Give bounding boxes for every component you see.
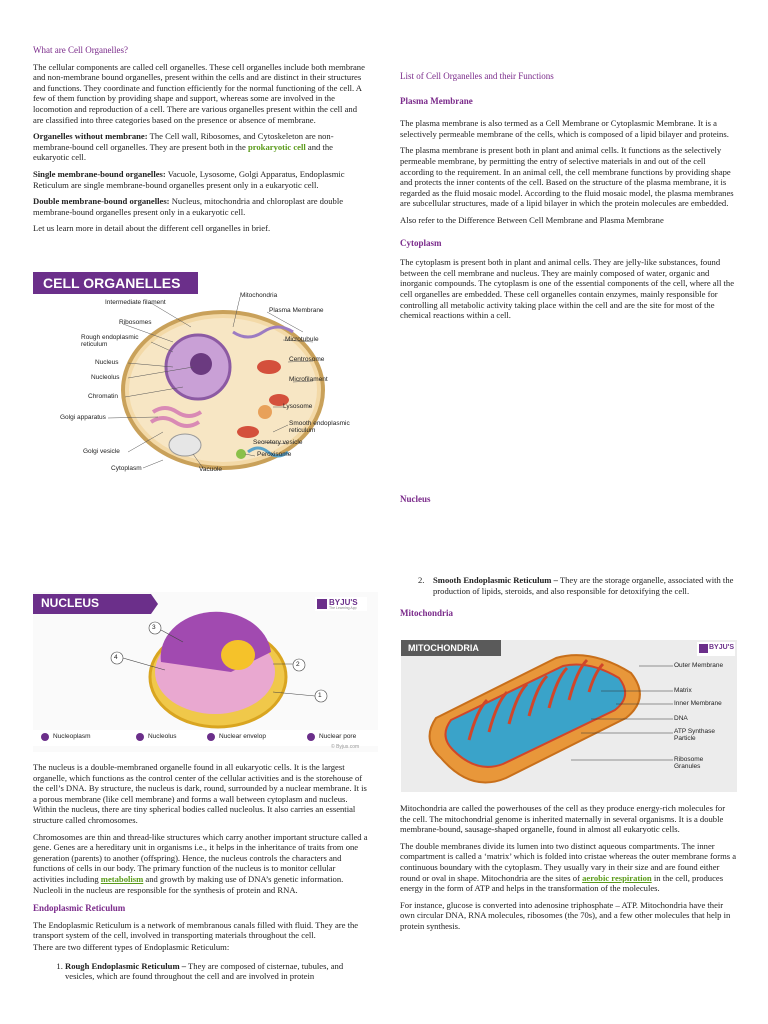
mito-paragraph-2: The double membranes divide its lumen into two distinct aqueous compartments. The inner compartment is called a ‘matrix’ which is folded into cristae whereas the outer membrane forms a continuous boundary with the cytoplasm. They usually vary in their size and are found either round or oval in shape. Mitochondria are the sites of aerobic respiration in the cell, produces energy in the form of ATP and helps in the transformation of the molecules. — [400, 840, 737, 894]
cell-label: Vacuole — [199, 466, 223, 473]
mito-paragraph-3: For instance, glucose is converted into adenosine triphosphate – ATP. Mitochondria have their own circular DNA, RNA molecules, ribosomes (the 70s), and a few other molecules that help in protein synthesis. — [400, 899, 731, 931]
byjus-tagline: The Learning App — [329, 606, 357, 610]
nucleus-legend-item: Nuclear pore — [319, 733, 357, 740]
nucleus-legend-item: Nucleolus — [148, 733, 177, 740]
ser-block — [400, 575, 738, 625]
cell-label: Cytoplasm — [111, 465, 142, 472]
cell-label: Smooth endoplasmic reticulum — [289, 420, 350, 434]
pm-title: Plasma Membrane — [400, 95, 473, 106]
pm-paragraph-3: Also refer to the Difference Between Cell Membrane and Plasma Membrane — [400, 214, 664, 225]
byjus-logo: BYJU'S — [709, 644, 735, 651]
mitochondria-figure — [401, 640, 737, 792]
nucleus-title: Nucleus — [400, 494, 431, 504]
learn-more-text: Let us learn more in detail about the different cell organelles in brief. — [33, 223, 271, 234]
cytoplasm-title: Cytoplasm — [400, 237, 442, 248]
cell-figure-title: CELL ORGANELLES — [43, 275, 181, 291]
cell-label: Nucleolus — [91, 374, 120, 381]
er-paragraph: The Endoplasmic Reticulum is a network of membranous canals filled with fluid. They are the transport system of the cell, involved in transporting materials throughout the cell. — [33, 919, 359, 941]
double-membrane-paragraph: Double membrane-bound organelles: Nucleus, mitochondria and chloroplast are double membrane-bound organelles present only in a eukaryotic cell. — [33, 196, 344, 217]
cell-label: Golgi apparatus — [60, 414, 106, 421]
right-column-top — [400, 71, 735, 327]
right-column-bottom — [400, 803, 737, 938]
rer-item: 1. Rough Endoplasmic Reticulum – They are composed of cisternae, tubules, and vesicles, which are found throughout the cell and are involved in protein — [65, 961, 368, 982]
left-column-bottom — [33, 762, 368, 988]
single-membrane-paragraph: Single membrane-bound organelles: Vacuole, Lysosome, Golgi Apparatus, Endoplasmic Reticulum are single membrane-bound organelles present only in a eukaryotic cell. — [33, 168, 345, 190]
cell-label: Centrosome — [289, 356, 325, 363]
left-column-top — [33, 45, 368, 240]
nucleus-figure-title: NUCLEUS — [41, 596, 100, 610]
cell-label: Microfilament — [289, 376, 328, 383]
cell-label: Plasma Membrane — [269, 307, 324, 314]
metabolism-link[interactable]: metabolism — [100, 873, 144, 884]
cell-label: Lysosome — [283, 403, 313, 410]
cytoplasm-paragraph: The cytoplasm is present both in plant and animal cells. They are jelly-like substances, found between the cell membrane and nucleus. They are mainly composed of water, organic and inorganic compounds. The cytoplasm is one of the essential components of the cell, where all the cell organelles are embedded. These cell organelles contain enzymes, mainly responsible for controlling all metabolic activity taking place within the cell and are the site for most of the chemical reactions within a cell. — [400, 257, 735, 321]
pm-paragraph-1: The plasma membrane is also termed as a Cell Membrane or Cytoplasmic Membrane. It is a selectively permeable membrane of the cells, which is composed of a lipid bilayer and proteins. — [400, 118, 729, 139]
cell-label: Peroxisome — [257, 451, 292, 458]
nucleus-legend-item: Nucleoplasm — [53, 733, 91, 740]
cell-label: Chromatin — [88, 393, 118, 400]
list-title: List of Cell Organelles and their Functions — [400, 71, 554, 81]
cell-label: Nucleus — [95, 359, 119, 366]
aerobic-respiration-link[interactable]: aerobic respiration — [582, 872, 652, 883]
byjus-credit: © Byjus.com — [331, 744, 360, 750]
without-membrane-paragraph: Organelles without membrane: The Cell wall, Ribosomes, and Cytoskeleton are non-membrane-bound cell organelles. They are present both in the prokaryotic cell and the eukaryotic cell. — [33, 131, 334, 163]
cell-label: Microtubule — [285, 336, 319, 343]
byjus-logo: BYJU'S — [329, 598, 358, 607]
mito-label: Inner Membrane — [674, 700, 722, 707]
er-title: Endoplasmic Reticulum — [33, 903, 126, 914]
cell-label: Ribosomes — [119, 319, 152, 326]
cell-organelles-figure — [33, 272, 373, 477]
cell-label: Golgi vesicle — [83, 448, 120, 455]
nucleus-paragraph-1: The nucleus is a double-membraned organelle found in all eukaryotic cells. It is the largest organelle, which functions as the control center of the cellular activities and is the storehouse of the cell’s DNA. By structure, the nucleus is dark, round, surrounded by a nuclear membrane. It is a porous membrane (like cell membrane) and forms a wall between cytoplasm and nucleus. Within the nucleus, there are tiny spherical bodies called nucleolus. It also carries an essential structure called chromosomes. — [33, 762, 367, 825]
intro-paragraph: The cellular components are called cell organelles. These cell organelles include both membrane and non-membrane bound organelles, present within the cells and are distinct in their structures and functions. They coordinate and function efficiently for the normal functioning of the cell. A few of them function by providing shape and support, whereas some are involved in the locomotion and reproduction of a cell. There are various organelles present within the cell and are classified into three categories based on the presence or absence of membrane. — [33, 61, 365, 125]
mito-label: Matrix — [674, 687, 692, 694]
mito-label: Ribosome Granules — [674, 756, 704, 770]
mito-label: ATP Synthase Particle — [674, 728, 715, 742]
mito-label: DNA — [674, 715, 688, 722]
er-types-text: There are two different types of Endoplasmic Reticulum: — [33, 941, 230, 952]
mito-label: Outer Membrane — [674, 662, 724, 669]
ser-item: 2. Smooth Endoplasmic Reticulum – They are the storage organelle, associated with the production of lipids, steroids, and also responsible for detoxifying the cell. — [418, 575, 734, 596]
cell-label: Rough endoplasmic reticulum — [81, 334, 139, 348]
mito-title: Mitochondria — [400, 608, 453, 619]
cell-label: Intermediate filament — [105, 299, 166, 306]
mito-paragraph-1: Mitochondria are called the powerhouses of the cell as they produce energy-rich molecules for the cell. The mitochondrial genome is inherited maternally in several organisms. It is a double membrane-bound, sausage-shaped organelle, found in almost all eukaryotic cells. — [400, 803, 726, 835]
nucleus-heading-block — [400, 494, 735, 511]
cell-label: Secretory vesicle — [253, 439, 303, 446]
mito-figure-title: MITOCHONDRIA — [408, 643, 479, 653]
nucleus-paragraph-2: Chromosomes are thin and thread-like structures which carry another important structure called a gene. Genes are a hereditary unit in organisms i.e., it helps in the inheritance of traits from one generation (parents) to another (offspring). Hence, the nucleus controls the characters and functions of cells in our body. The primary function of the nucleus is to monitor cellular activities including metabolism and growth by making use of DNA’s genetic information. Nucleoli in the nucleus are responsible for the synthesis of protein and RNA. — [33, 831, 368, 895]
prokaryotic-link[interactable]: prokaryotic cell — [247, 141, 306, 152]
pm-paragraph-2: The plasma membrane is present both in plant and animal cells. It functions as the selectively permeable membrane, by permitting the entry of selective materials in and out of the cell according to the requirement. In an animal cell, the cell membrane functions by providing shape and protects the inner contents of the cell. Based on the structure of the plasma membrane, it is regarded as the fluid mosaic model. According to the fluid mosaic model, the plasma membranes are subcellular structures, made of a lipid bilayer in which the protein molecules are embedded. — [400, 145, 734, 209]
cell-label: Mitochondria — [240, 292, 278, 299]
nucleus-legend-item: Nuclear envelop — [219, 733, 266, 740]
nucleus-figure: NUCLEUS BYJU'S The Learning App 3 4 2 1 Nucleoplasm Nucleolus Nuclear envelop Nuclear pore © Byjus.com — [33, 592, 378, 752]
what-title: What are Cell Organelles? — [33, 45, 129, 55]
